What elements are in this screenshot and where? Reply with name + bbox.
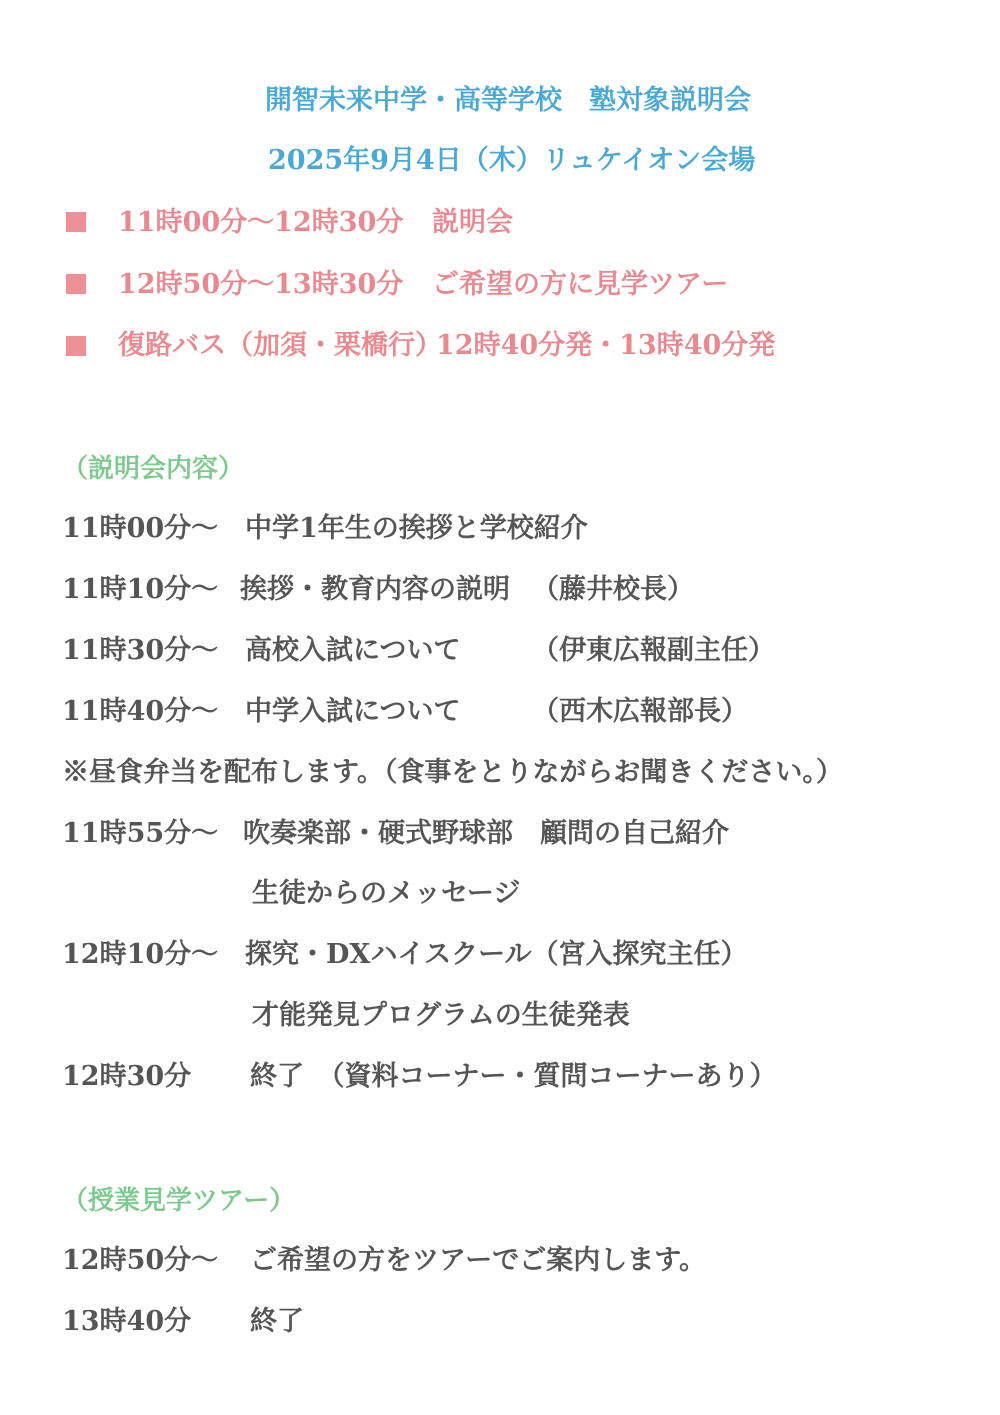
schedule-time: 11時55分～ — [62, 818, 219, 849]
tour-time: 12時50分～ — [62, 1245, 219, 1276]
lunch-note: ※昼食弁当を配布します。（食事をとりながらお聞きください。） — [62, 757, 843, 788]
square-bullet-icon — [66, 212, 86, 232]
tour-time: 13時40分 — [62, 1306, 192, 1337]
tour-content: ご希望の方をツアーでご案内します。 — [250, 1245, 707, 1276]
section-heading-tour: （授業見学ツアー） — [62, 1186, 296, 1216]
schedule-time: 12時30分 — [62, 1061, 192, 1092]
schedule-time: 11時30分～ — [62, 635, 219, 666]
schedule-content: 高校入試について — [245, 635, 461, 666]
highlight-text: 説明会 — [432, 207, 513, 238]
schedule-time: 12時10分～ — [62, 939, 219, 970]
schedule-speaker: （藤井校長） — [532, 574, 694, 605]
schedule-time: 11時00分～ — [62, 513, 219, 544]
schedule-content: 挨拶・教育内容の説明 — [240, 574, 510, 605]
schedule-time: 11時40分～ — [62, 696, 219, 727]
tour-content: 終了 — [250, 1306, 304, 1337]
square-bullet-icon — [66, 336, 86, 356]
highlight-time: 11時00分～12時30分 — [118, 207, 404, 238]
schedule-content: 終了 （資料コーナー・質問コーナーあり） — [250, 1061, 777, 1092]
schedule-content-continued: 生徒からのメッセージ — [252, 878, 521, 909]
section-heading-session: （説明会内容） — [62, 454, 245, 484]
highlight-time: 12時50分～13時30分 — [118, 269, 404, 300]
schedule-content: 探究・DXハイスクール（宮入探究主任） — [245, 939, 748, 970]
schedule-content: 中学入試について — [245, 696, 461, 727]
schedule-content: 中学1年生の挨拶と学校紹介 — [245, 513, 588, 544]
schedule-speaker: （西木広報部長） — [532, 696, 748, 727]
schedule-time: 11時10分～ — [62, 574, 219, 605]
highlight-text: 12時40分発・13時40分発 — [436, 330, 776, 361]
schedule-speaker: （伊東広報副主任） — [532, 635, 775, 666]
highlight-time: 復路バス（加須・栗橋行） — [118, 330, 442, 361]
event-date-venue: 2025年9月4日（木）リュケイオン会場 — [268, 145, 756, 176]
schedule-content: 吹奏楽部・硬式野球部 顧問の自己紹介 — [243, 818, 729, 849]
square-bullet-icon — [66, 274, 86, 294]
document-title: 開智未来中学・高等学校 塾対象説明会 — [265, 85, 751, 116]
highlight-text: ご希望の方に見学ツアー — [432, 269, 729, 300]
schedule-content-continued: 才能発見プログラムの生徒発表 — [252, 1000, 630, 1031]
